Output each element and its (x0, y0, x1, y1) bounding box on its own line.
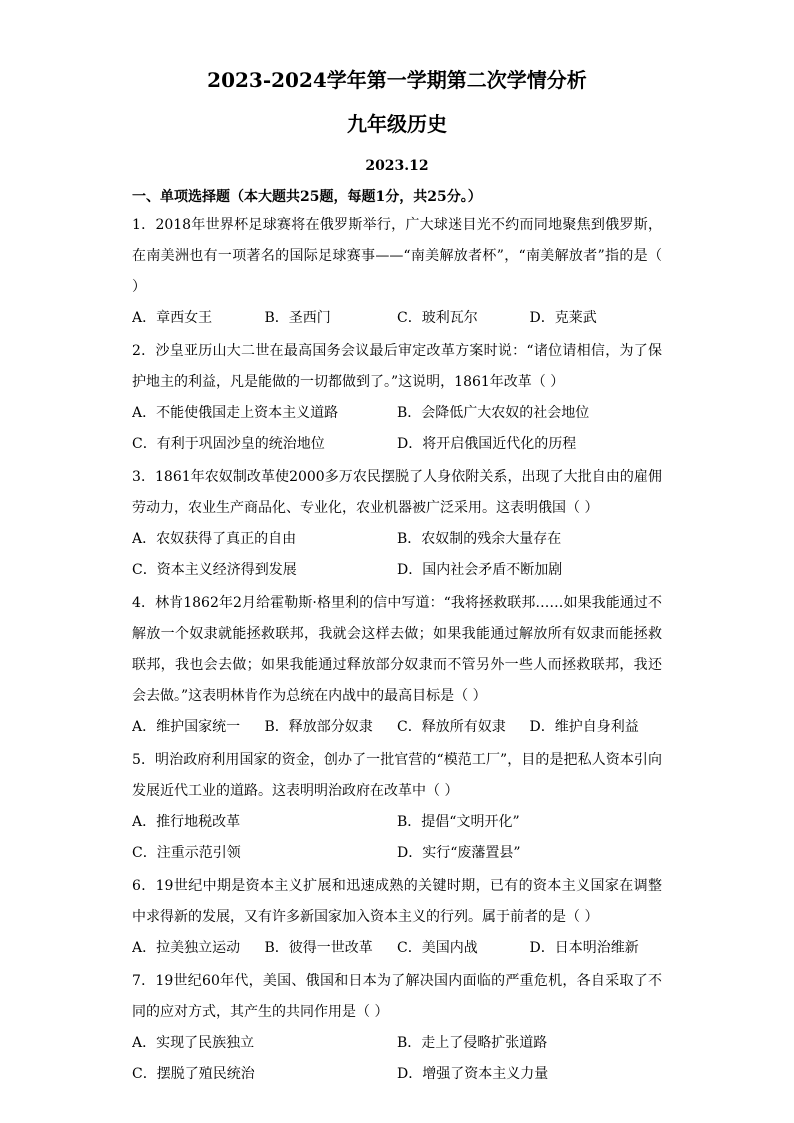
option-c: C．玻利瓦尔 (397, 310, 478, 326)
exam-title: 2023-2024学年第一学期第二次学情分析 (207, 68, 587, 92)
options-grid (132, 524, 662, 586)
option-b: B．走上了侵略扩张道路 (397, 1035, 548, 1051)
options-grid (132, 398, 662, 460)
section-heading: 一、单项选择题（本大题共25题，每题1分，共25分。） (132, 189, 482, 205)
option-c: C．注重示范引领 (132, 845, 241, 861)
option-a: A．章西女王 (132, 310, 213, 326)
options-row (132, 933, 662, 964)
option-d: D．增强了资本主义力量 (397, 1066, 549, 1082)
option-b: B．会降低广大农奴的社会地位 (397, 405, 590, 421)
question-stem: 2．沙皇亚历山大二世在最高国务会议最后审定改革方案时说：“诸位请相信，为了保护地主的利益，凡是能做的一切都做到了。”这说明，1861年改革（ ） (132, 343, 662, 390)
option-b: B．彼得一世改革 (264, 940, 373, 956)
option-a: A．实现了民族独立 (132, 1035, 255, 1051)
option-d: D．国内社会矛盾不断加剧 (397, 562, 563, 578)
option-a: A．不能使俄国走上资本主义道路 (132, 405, 339, 421)
option-c: C．摆脱了殖民统治 (132, 1066, 255, 1082)
question-stem: 1．2018年世界杯足球赛将在俄罗斯举行，广大球迷目光不约而同地聚焦到俄罗斯，在南美洲也有一项著名的国际足球赛事——“南美解放者杯”，“南美解放者”指的是（ ） (132, 217, 662, 295)
option-c: C．释放所有奴隶 (397, 719, 506, 735)
option-b: B．释放部分奴隶 (264, 719, 373, 735)
question-3 (132, 462, 662, 586)
option-b: B．农奴制的残余大量存在 (397, 531, 562, 547)
question-1 (132, 210, 662, 334)
option-d: D．实行“废藩置县” (397, 845, 521, 861)
question-stem: 7．19世纪60年代，美国、俄国和日本为了解决国内面临的严重危机，各自采取了不同的应对方式，其产生的共同作用是（ ） (132, 973, 662, 1020)
question-4 (132, 588, 662, 743)
option-b: B．圣西门 (264, 310, 331, 326)
question-stem: 5．明治政府利用国家的资金，创办了一批官营的“模范工厂”，目的是把私人资本引向发展近代工业的道路。这表明明治政府在改革中（ ） (132, 752, 662, 799)
exam-subject: 九年级历史 (347, 112, 447, 136)
question-7 (132, 966, 662, 1090)
options-grid (132, 1028, 662, 1090)
question-stem: 3．1861年农奴制改革使2000多万农民摆脱了人身依附关系，出现了大批自由的雇佣劳动力，农业生产商品化、专业化，农业机器被广泛采用。这表明俄国（ ） (132, 469, 662, 516)
option-a: A．维护国家统一 (132, 719, 241, 735)
options-grid (132, 807, 662, 869)
question-stem: 4．林肯1862年2月给霍勒斯·格里利的信中写道：“我将拯救联邦……如果我能通过不解放一个奴隶就能拯救联邦，我就会这样去做；如果我能通过解放所有奴隶而能拯救联邦，我也会去做；如果我能通过释放部分奴隶而不管另外一些人而拯救联邦，我还会去做。”这表明林肯作为总统在内战中的最高目标是（ ） (132, 595, 662, 704)
question-6 (132, 871, 662, 964)
option-d: D．日本明治维新 (529, 940, 639, 956)
option-c: C．美国内战 (397, 940, 478, 956)
exam-date: 2023.12 (365, 158, 429, 174)
question-stem: 6．19世纪中期是资本主义扩展和迅速成熟的关键时期，已有的资本主义国家在调整中求得新的发展，又有许多新国家加入资本主义的行列。属于前者的是（ ） (132, 878, 662, 925)
option-d: D．维护自身利益 (529, 719, 639, 735)
question-5 (132, 745, 662, 869)
option-a: A．推行地税改革 (132, 814, 241, 830)
option-a: A．拉美独立运动 (132, 940, 241, 956)
option-c: C．有利于巩固沙皇的统治地位 (132, 436, 325, 452)
option-d: D．将开启俄国近代化的历程 (397, 436, 577, 452)
question-2 (132, 336, 662, 460)
option-b: B．提倡“文明开化” (397, 814, 520, 830)
options-row (132, 303, 662, 334)
options-row (132, 712, 662, 743)
option-c: C．资本主义经济得到发展 (132, 562, 297, 578)
option-d: D．克莱武 (529, 310, 597, 326)
option-a: A．农奴获得了真正的自由 (132, 531, 297, 547)
